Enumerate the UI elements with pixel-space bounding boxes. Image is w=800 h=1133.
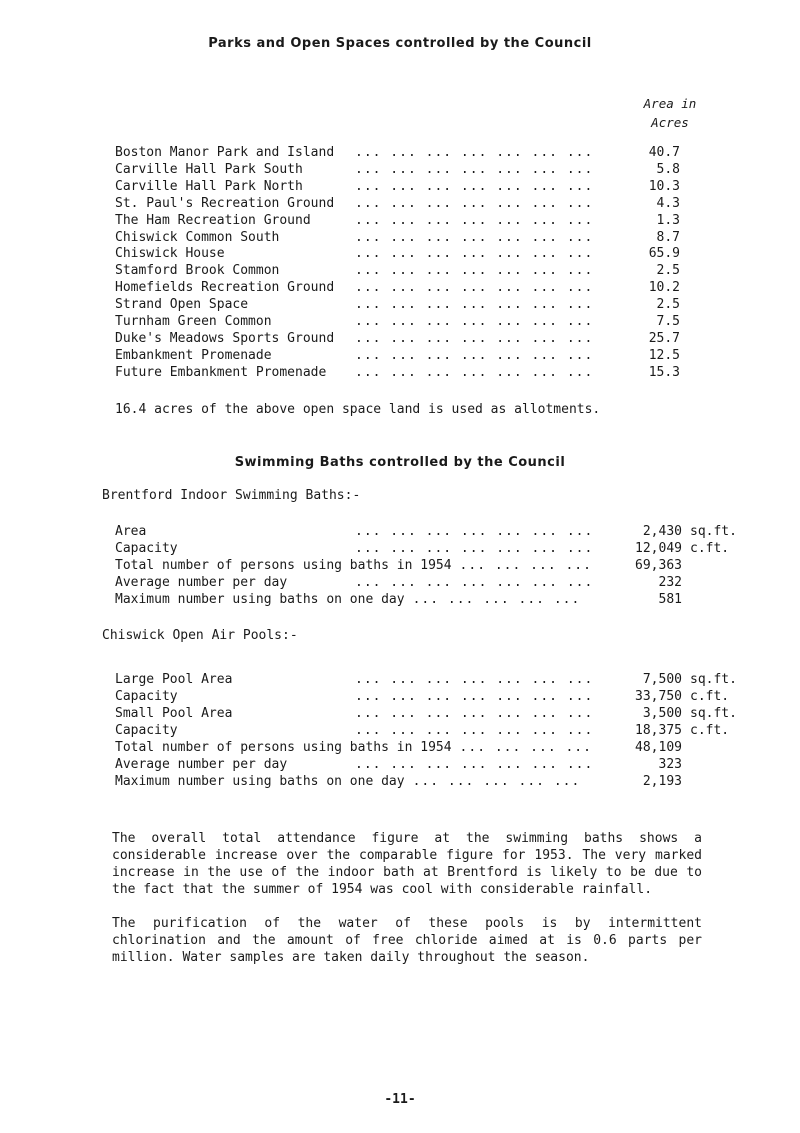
leader-dots: ... ... ... ... ... ... ... — [355, 575, 594, 590]
chiswick-row-value: 18,375 — [635, 723, 682, 738]
brentford-row-value: 581 — [658, 592, 682, 607]
chiswick-row — [0, 723, 800, 739]
park-row-label: Chiswick House — [115, 246, 225, 262]
chiswick-row-value: 3,500 — [642, 706, 682, 721]
brentford-row-value: 2,430 — [642, 524, 682, 539]
park-row-label: Homefields Recreation Ground — [115, 280, 335, 296]
brentford-row-label: Average number per day — [115, 575, 288, 590]
leader-dots: ... ... ... ... ... ... ... — [355, 706, 594, 721]
leader-dots: ... ... ... ... ... ... ... — [355, 178, 594, 194]
leader-dots: ... ... ... ... ... ... ... — [355, 161, 594, 177]
leader-dots: ... ... ... ... ... — [412, 592, 581, 607]
brentford-row — [0, 592, 800, 608]
chiswick-row — [0, 689, 800, 705]
park-row-value: 2.5 — [656, 263, 680, 279]
leader-dots: ... ... ... ... ... ... ... — [355, 347, 594, 363]
park-row — [0, 162, 800, 178]
park-row-value: 40.7 — [648, 145, 680, 160]
leader-dots: ... ... ... ... ... ... ... — [355, 330, 594, 346]
leader-dots: ... ... ... ... ... ... ... — [355, 297, 594, 313]
area-column-header-line2: Acres — [651, 115, 689, 130]
chiswick-row-unit: sq.ft. — [690, 672, 737, 687]
park-row-label: Embankment Promenade — [115, 347, 272, 363]
park-row — [0, 314, 800, 330]
park-row-value: 15.3 — [648, 364, 680, 380]
park-row-value: 2.5 — [656, 297, 680, 313]
chiswick-row — [0, 706, 800, 722]
park-row — [0, 331, 800, 347]
leader-dots: ... ... ... ... ... ... ... — [355, 672, 594, 687]
chiswick-row — [0, 672, 800, 688]
park-row — [0, 263, 800, 279]
leader-dots: ... ... ... ... ... ... ... — [355, 280, 594, 296]
chiswick-row — [0, 740, 800, 756]
chiswick-row-value: 323 — [658, 757, 682, 772]
park-row — [0, 230, 800, 246]
chiswick-row-label: Average number per day — [115, 757, 288, 772]
chiswick-row — [0, 757, 800, 773]
park-row-label: Carville Hall Park North — [115, 178, 303, 194]
chiswick-row-label: Maximum number using baths on one day — [115, 774, 405, 789]
park-row-label: The Ham Recreation Ground — [115, 212, 311, 228]
purification-paragraph: The purification of the water of these pools is by intermittent chlorination and the amount of free chloride aimed at is 0.6 parts per million. Water samples are taken daily throughout the season. — [112, 916, 702, 965]
park-row-label: Stamford Brook Common — [115, 263, 280, 279]
park-row-value: 10.2 — [648, 280, 680, 296]
leader-dots: ... ... ... ... ... ... ... — [355, 689, 594, 704]
brentford-row-unit: sq.ft. — [690, 524, 737, 539]
brentford-row-unit: c.ft. — [690, 541, 730, 556]
brentford-row-label: Total number of persons using baths in 1954 — [115, 558, 452, 573]
park-row-label: Carville Hall Park South — [115, 161, 303, 177]
baths-title: Swimming Baths controlled by the Council — [234, 455, 566, 470]
park-row — [0, 246, 800, 262]
brentford-row — [0, 558, 800, 574]
leader-dots: ... ... ... ... — [459, 558, 592, 573]
brentford-heading: Brentford Indoor Swimming Baths:- — [102, 488, 361, 503]
leader-dots: ... ... ... ... ... ... ... — [355, 145, 594, 160]
chiswick-row-label: Capacity — [115, 689, 178, 704]
park-row — [0, 213, 800, 229]
brentford-row-label: Capacity — [115, 541, 178, 556]
park-row — [0, 179, 800, 195]
park-row-value: 65.9 — [648, 246, 680, 262]
park-row-value: 12.5 — [648, 347, 680, 363]
leader-dots: ... ... ... ... ... ... ... — [355, 757, 594, 772]
park-row-label: Boston Manor Park and Island — [115, 145, 335, 160]
chiswick-row — [0, 774, 800, 790]
brentford-row-label: Maximum number using baths on one day — [115, 592, 405, 607]
leader-dots: ... ... ... ... ... ... ... — [355, 229, 594, 245]
chiswick-row-label: Large Pool Area — [115, 672, 233, 687]
leader-dots: ... ... ... ... ... ... ... — [355, 314, 594, 329]
leader-dots: ... ... ... ... ... ... ... — [355, 723, 594, 738]
leader-dots: ... ... ... ... ... ... ... — [355, 195, 594, 211]
chiswick-row-unit: c.ft. — [690, 689, 730, 704]
leader-dots: ... ... ... ... ... ... ... — [355, 364, 594, 380]
park-row-value: 8.7 — [656, 229, 680, 245]
park-row — [0, 297, 800, 313]
leader-dots: ... ... ... ... ... ... ... — [355, 541, 594, 556]
park-row-value: 4.3 — [656, 195, 680, 211]
attendance-paragraph: The overall total attendance figure at the swimming baths shows a considerable increase over the comparable figure for 1953. The very marked increase in the use of the indoor bath at Brentford is likely to be due to the fact that the summer of 1954 was cool with considerable rainfall. — [112, 831, 702, 897]
parks-title: Parks and Open Spaces controlled by the Council — [208, 36, 592, 51]
park-row — [0, 196, 800, 212]
area-column-header-line1: Area in — [643, 96, 697, 111]
brentford-row-label: Area — [115, 524, 147, 539]
leader-dots: ... ... ... ... ... ... ... — [355, 263, 594, 279]
chiswick-row-value: 33,750 — [635, 689, 682, 704]
brentford-row — [0, 541, 800, 557]
leader-dots: ... ... ... ... ... ... ... — [355, 212, 594, 228]
park-row — [0, 145, 800, 161]
brentford-row-value: 69,363 — [635, 558, 682, 573]
park-row — [0, 365, 800, 381]
chiswick-row-label: Total number of persons using baths in 1954 — [115, 740, 452, 755]
park-row-value: 10.3 — [648, 178, 680, 194]
allotments-note: 16.4 acres of the above open space land is used as allotments. — [115, 402, 601, 417]
park-row — [0, 280, 800, 296]
brentford-row-value: 12,049 — [635, 541, 682, 556]
chiswick-row-label: Capacity — [115, 723, 178, 738]
page-number: -11- — [384, 1092, 416, 1107]
park-row — [0, 348, 800, 364]
leader-dots: ... ... ... ... ... ... ... — [355, 524, 594, 539]
park-row-label: Future Embankment Promenade — [115, 364, 327, 380]
leader-dots: ... ... ... ... ... ... ... — [355, 246, 594, 262]
chiswick-row-label: Small Pool Area — [115, 706, 233, 721]
park-row-label: Strand Open Space — [115, 297, 249, 313]
brentford-row — [0, 524, 800, 540]
chiswick-row-value: 7,500 — [642, 672, 682, 687]
park-row-label: Turnham Green Common — [115, 314, 272, 329]
brentford-row-value: 232 — [658, 575, 682, 590]
park-row-label: Duke's Meadows Sports Ground — [115, 330, 335, 346]
park-row-value: 5.8 — [656, 161, 680, 177]
park-row-value: 7.5 — [656, 314, 680, 329]
chiswick-row-unit: c.ft. — [690, 723, 730, 738]
park-row-label: St. Paul's Recreation Ground — [115, 195, 335, 211]
chiswick-row-unit: sq.ft. — [690, 706, 737, 721]
chiswick-row-value: 2,193 — [642, 774, 682, 789]
park-row-label: Chiswick Common South — [115, 229, 280, 245]
park-row-value: 25.7 — [648, 330, 680, 346]
chiswick-heading: Chiswick Open Air Pools:- — [102, 628, 298, 643]
park-row-value: 1.3 — [656, 212, 680, 228]
leader-dots: ... ... ... ... — [459, 740, 592, 755]
brentford-row — [0, 575, 800, 591]
chiswick-row-value: 48,109 — [635, 740, 682, 755]
leader-dots: ... ... ... ... ... — [412, 774, 581, 789]
